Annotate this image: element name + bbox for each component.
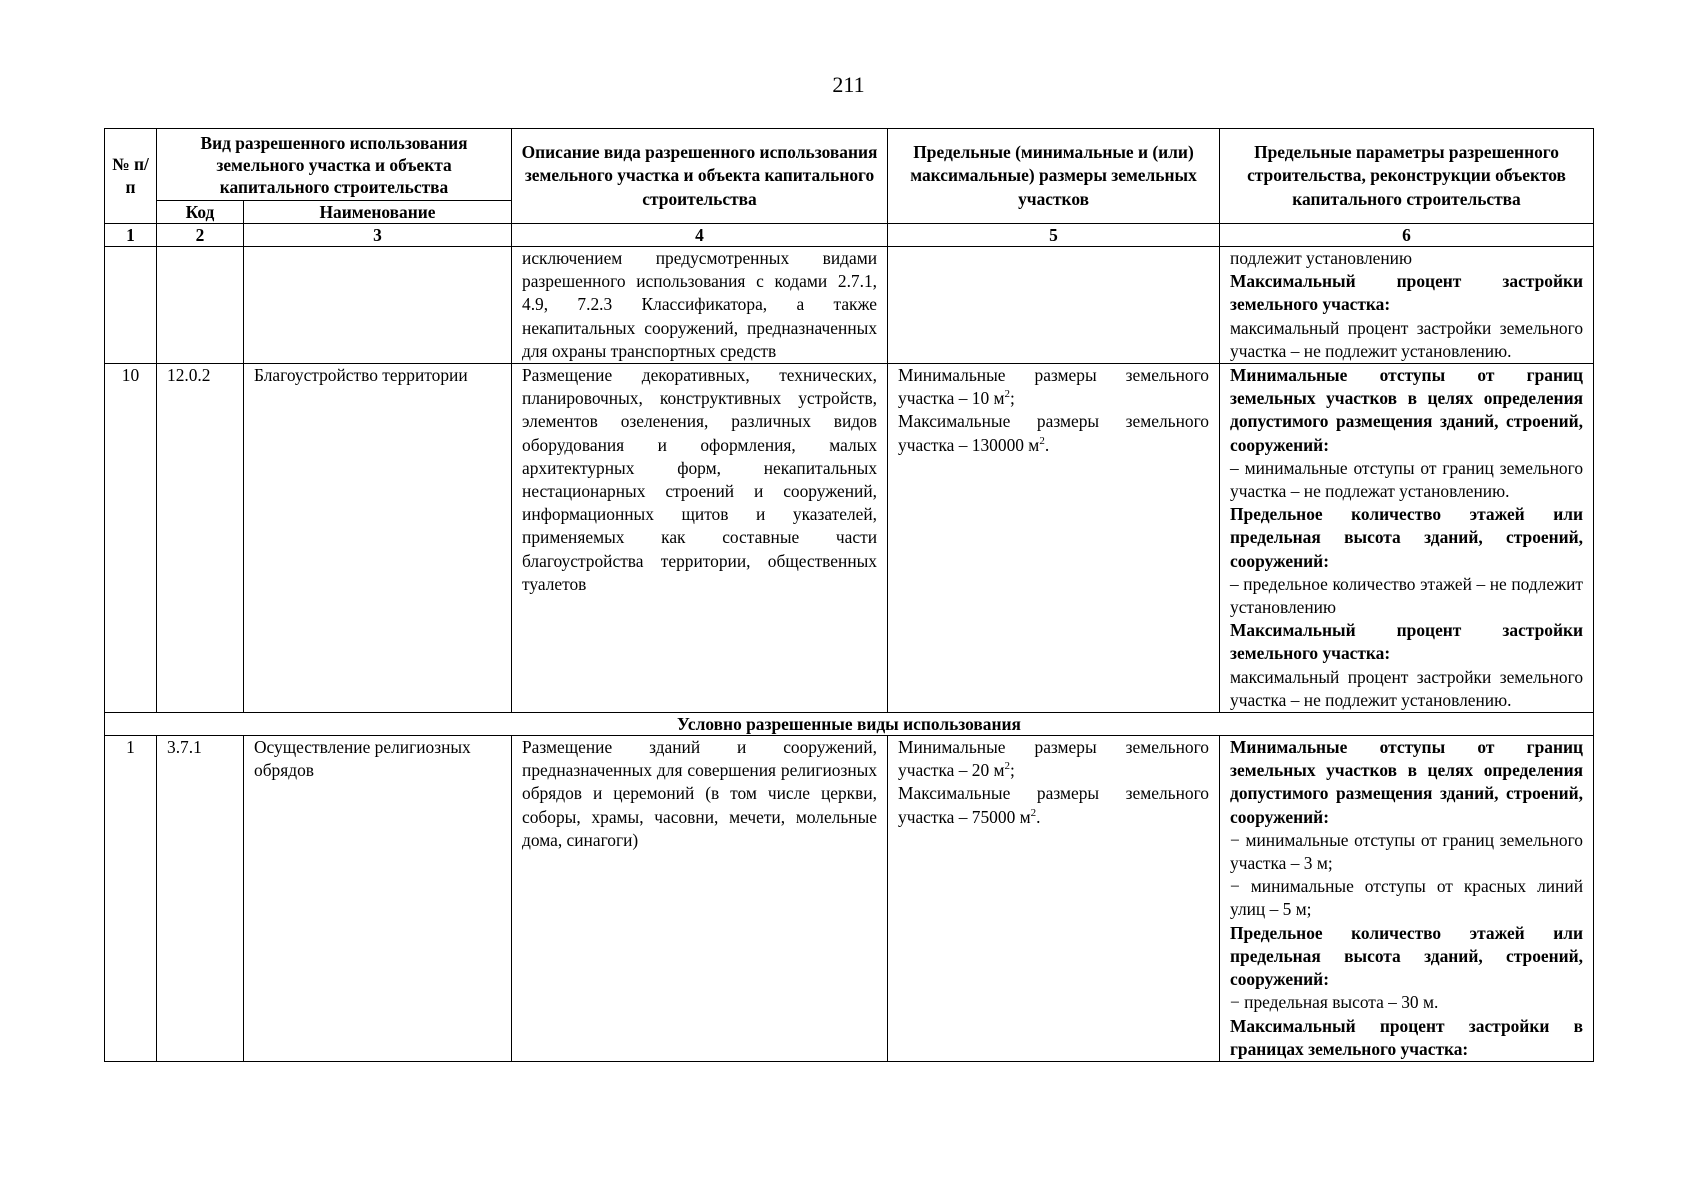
table-row-continued <box>105 247 1594 364</box>
params-heading: Максимальный процент застройки земельного участка: <box>1230 271 1584 315</box>
params-cell <box>1220 247 1594 364</box>
params-line: подлежит установлению <box>1230 248 1412 268</box>
size-min: Минимальные размеры земельного участка – 10 $м^2$; <box>898 365 1210 409</box>
params <box>1220 364 1594 713</box>
column-numbers-row <box>105 224 1594 247</box>
params-line: − минимальные отступы от границ земельного участка – 3 м; <box>1230 829 1584 874</box>
params-heading: Минимальные отступы от границ земельных участков в целях определения допустимого размещения зданий, строений, сооружений: <box>1230 365 1584 455</box>
section-title: Условно разрешенные виды использования <box>105 713 1594 736</box>
params-line: – минимальные отступы от границ земельного участка – не подлежат установлению. <box>1230 457 1584 502</box>
sizes-cell <box>888 247 1220 364</box>
params-heading: Максимальный процент застройки земельного участка: <box>1230 620 1584 664</box>
use-name: Благоустройство территории <box>244 364 512 713</box>
params-line: максимальный процент застройки земельного участка – не подлежит установлению. <box>1230 666 1584 710</box>
code-cell <box>157 247 244 364</box>
column-number: 5 <box>888 224 1220 247</box>
sizes <box>888 736 1220 1062</box>
description: Размещение зданий и сооружений, предназначенных для совершения религиозных обрядов и церемоний (в том числе церкви, соборы, храмы, часовни, мечети, молельные дома, синагоги) <box>512 736 888 1062</box>
use-name: Осуществление религиозных обрядов <box>244 736 512 1062</box>
params <box>1220 736 1594 1062</box>
params-heading: Предельное количество этажей или предельная высота зданий, строений, сооружений: <box>1230 922 1584 990</box>
code: 3.7.1 <box>157 736 244 1062</box>
row-number: 10 <box>105 364 157 713</box>
params-line: максимальный процент застройки земельного участка – не подлежит установлению. <box>1230 317 1584 361</box>
params-line: − предельная высота – 30 м. <box>1230 992 1439 1013</box>
header-name: Наименование <box>244 201 512 224</box>
header-col-use-type: Вид разрешенного использования земельного участка и объекта капитального строительства <box>157 129 512 201</box>
header-col-description: Описание вида разрешенного использования земельного участка и объекта капитального строительства <box>512 129 888 224</box>
name-cell <box>244 247 512 364</box>
row-number: 1 <box>105 736 157 1062</box>
column-number: 2 <box>157 224 244 247</box>
column-number: 1 <box>105 224 157 247</box>
description-cell: исключением предусмотренных видами разрешенного использования с кодами 2.7.1, 4.9, 7.2.3 Классификатора, а также некапитальных сооружений, предназначенных для охраны транспортных средств <box>512 247 888 364</box>
header-col-number: № п/п <box>105 129 157 224</box>
description: Размещение декоративных, технических, планировочных, конструктивных устройств, элементов озеленения, различных видов оборудования и оформления, малых архитектурных форм, некапитальных нестационарных строений и сооружений, информационных щитов и указателей, применяемых как составные части благоустройства территории, общественных туалетов <box>512 364 888 713</box>
params-line: − минимальные отступы от красных линий улиц – 5 м; <box>1230 876 1584 920</box>
zoning-table <box>104 128 1594 1062</box>
page-number: 211 <box>832 72 865 97</box>
section-row <box>105 713 1594 736</box>
size-max: Максимальные размеры земельного участка – 75000 $м^2$. <box>898 783 1210 827</box>
header-code: Код <box>157 201 244 224</box>
column-number: 4 <box>512 224 888 247</box>
params-line: – предельное количество этажей – не подлежит установлению <box>1230 573 1584 618</box>
row-number-cell <box>105 247 157 364</box>
header-col-sizes: Предельные (минимальные и (или) максимальные) размеры земельных участков <box>888 129 1220 224</box>
table-row-10 <box>105 364 1594 713</box>
size-max: Максимальные размеры земельного участка – 130000 $м^2$. <box>898 411 1210 455</box>
params-heading: Максимальный процент застройки в границах земельного участка: <box>1230 1015 1584 1059</box>
column-number: 6 <box>1220 224 1594 247</box>
header-col-params: Предельные параметры разрешенного строительства, реконструкции объектов капитального строительства <box>1220 129 1594 224</box>
code: 12.0.2 <box>157 364 244 713</box>
params-heading: Минимальные отступы от границ земельных участков в целях определения допустимого размещения зданий, строений, сооружений: <box>1230 737 1584 827</box>
sizes <box>888 364 1220 713</box>
size-min: Минимальные размеры земельного участка – 20 $м^2$; <box>898 737 1210 781</box>
table-row-1 <box>105 736 1594 1062</box>
params-heading: Предельное количество этажей или предельная высота зданий, строений, сооружений: <box>1230 504 1584 571</box>
column-number: 3 <box>244 224 512 247</box>
